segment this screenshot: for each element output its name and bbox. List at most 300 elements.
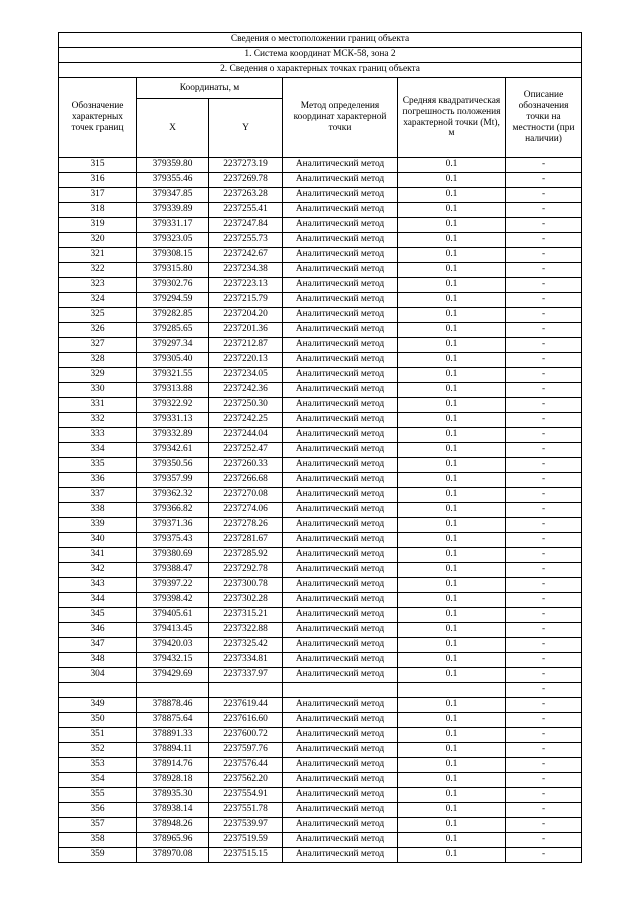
description-cell: - [506,683,582,698]
coord-y-cell: 2237263.28 [209,188,283,203]
coord-x-cell [137,683,209,698]
table-row [59,578,582,593]
error-cell: 0.1 [398,563,506,578]
method-cell: Аналитический метод [283,203,398,218]
description-cell: - [506,368,582,383]
coord-y-cell: 2237600.72 [209,728,283,743]
coord-x-cell: 379398.42 [137,593,209,608]
description-cell: - [506,848,582,863]
point-number-cell: 329 [59,368,137,383]
point-number-cell: 319 [59,218,137,233]
coord-x-cell: 379347.85 [137,188,209,203]
error-cell: 0.1 [398,818,506,833]
error-cell: 0.1 [398,383,506,398]
description-cell: - [506,668,582,683]
header-x: X [137,99,209,158]
table-row [59,158,582,173]
error-cell: 0.1 [398,713,506,728]
table-row [59,548,582,563]
coord-x-cell: 379355.46 [137,173,209,188]
point-number-cell: 357 [59,818,137,833]
coord-y-cell: 2237576.44 [209,758,283,773]
point-number-cell: 358 [59,833,137,848]
description-cell: - [506,218,582,233]
header-coordinates: Координаты, м [137,78,283,99]
point-number-cell: 318 [59,203,137,218]
method-cell: Аналитический метод [283,848,398,863]
error-cell: 0.1 [398,188,506,203]
method-cell: Аналитический метод [283,218,398,233]
method-cell: Аналитический метод [283,728,398,743]
point-number-cell [59,683,137,698]
error-cell: 0.1 [398,323,506,338]
error-cell: 0.1 [398,728,506,743]
coord-x-cell: 379331.17 [137,218,209,233]
point-number-cell: 331 [59,398,137,413]
point-number-cell: 338 [59,503,137,518]
table-row [59,833,582,848]
table-row [59,743,582,758]
point-number-cell: 356 [59,803,137,818]
coord-y-cell: 2237234.05 [209,368,283,383]
description-cell: - [506,263,582,278]
description-cell: - [506,818,582,833]
header-method: Метод определения координат характерной точки [283,78,398,158]
coord-y-cell: 2237266.68 [209,473,283,488]
coord-x-cell: 379294.59 [137,293,209,308]
method-cell [283,683,398,698]
point-number-cell: 344 [59,593,137,608]
method-cell: Аналитический метод [283,488,398,503]
method-cell: Аналитический метод [283,398,398,413]
coord-x-cell: 379285.65 [137,323,209,338]
coord-x-cell: 379413.45 [137,623,209,638]
point-number-cell: 317 [59,188,137,203]
coord-x-cell: 379331.13 [137,413,209,428]
table-row [59,203,582,218]
description-cell: - [506,728,582,743]
description-cell: - [506,533,582,548]
coord-y-cell: 2237325.42 [209,638,283,653]
table-row [59,773,582,788]
method-cell: Аналитический метод [283,608,398,623]
error-cell: 0.1 [398,473,506,488]
coord-y-cell: 2237285.92 [209,548,283,563]
error-cell: 0.1 [398,833,506,848]
method-cell: Аналитический метод [283,563,398,578]
table-row [59,788,582,803]
description-cell: - [506,233,582,248]
coord-y-cell: 2237322.88 [209,623,283,638]
coord-x-cell: 379405.61 [137,608,209,623]
coord-x-cell: 378891.33 [137,728,209,743]
coord-y-cell: 2237315.21 [209,608,283,623]
description-cell: - [506,833,582,848]
point-number-cell: 322 [59,263,137,278]
method-cell: Аналитический метод [283,353,398,368]
coord-x-cell: 379315.80 [137,263,209,278]
method-cell: Аналитический метод [283,323,398,338]
method-cell: Аналитический метод [283,743,398,758]
method-cell: Аналитический метод [283,413,398,428]
section-title: 2. Сведения о характерных точках границ объекта [59,63,582,78]
point-number-cell: 359 [59,848,137,863]
point-number-cell: 348 [59,653,137,668]
method-cell: Аналитический метод [283,758,398,773]
header-error: Средняя квадратическая погрешность положения характерной точки (Mt), м [398,78,506,158]
description-cell: - [506,548,582,563]
table-row [59,593,582,608]
coord-x-cell: 379350.56 [137,458,209,473]
coord-x-cell: 379339.89 [137,203,209,218]
table-row [59,248,582,263]
description-cell: - [506,443,582,458]
method-cell: Аналитический метод [283,233,398,248]
method-cell: Аналитический метод [283,443,398,458]
coord-x-cell: 379322.92 [137,398,209,413]
description-cell: - [506,653,582,668]
error-cell: 0.1 [398,158,506,173]
point-number-cell: 343 [59,578,137,593]
table-row [59,383,582,398]
description-cell: - [506,473,582,488]
error-cell: 0.1 [398,308,506,323]
coord-y-cell: 2237337.97 [209,668,283,683]
coord-y-cell: 2237519.59 [209,833,283,848]
method-cell: Аналитический метод [283,308,398,323]
table-row [59,323,582,338]
description-cell: - [506,458,582,473]
error-cell: 0.1 [398,233,506,248]
table-row [59,368,582,383]
method-cell: Аналитический метод [283,248,398,263]
point-number-cell: 337 [59,488,137,503]
method-cell: Аналитический метод [283,638,398,653]
error-cell: 0.1 [398,398,506,413]
coord-x-cell: 378914.76 [137,758,209,773]
coord-y-cell: 2237554.91 [209,788,283,803]
description-cell: - [506,608,582,623]
method-cell: Аналитический метод [283,503,398,518]
error-cell: 0.1 [398,173,506,188]
coord-y-cell: 2237247.84 [209,218,283,233]
coord-y-cell: 2237255.41 [209,203,283,218]
error-cell: 0.1 [398,698,506,713]
description-cell: - [506,593,582,608]
coord-x-cell: 379420.03 [137,638,209,653]
coord-y-cell: 2237302.28 [209,593,283,608]
description-cell: - [506,428,582,443]
point-number-cell: 323 [59,278,137,293]
coord-x-cell: 379321.55 [137,368,209,383]
error-cell: 0.1 [398,578,506,593]
coord-x-cell: 379397.22 [137,578,209,593]
coord-x-cell: 379332.89 [137,428,209,443]
table-row [59,758,582,773]
coord-x-cell: 379432.15 [137,653,209,668]
method-cell: Аналитический метод [283,788,398,803]
coord-x-cell: 378970.08 [137,848,209,863]
point-number-cell: 321 [59,248,137,263]
error-cell: 0.1 [398,848,506,863]
description-cell: - [506,203,582,218]
table-row [59,338,582,353]
coord-y-cell: 2237270.08 [209,488,283,503]
coord-y-cell: 2237223.13 [209,278,283,293]
method-cell: Аналитический метод [283,578,398,593]
point-number-cell: 353 [59,758,137,773]
coord-x-cell: 379305.40 [137,353,209,368]
table-row [59,353,582,368]
error-cell: 0.1 [398,353,506,368]
method-cell: Аналитический метод [283,293,398,308]
error-cell: 0.1 [398,338,506,353]
coord-y-cell: 2237242.67 [209,248,283,263]
error-cell: 0.1 [398,218,506,233]
coord-y-cell: 2237551.78 [209,803,283,818]
coord-x-cell: 379429.69 [137,668,209,683]
method-cell: Аналитический метод [283,803,398,818]
point-number-cell: 347 [59,638,137,653]
point-number-cell: 334 [59,443,137,458]
error-cell: 0.1 [398,263,506,278]
coord-y-cell: 2237616.60 [209,713,283,728]
coord-y-cell: 2237204.20 [209,308,283,323]
table-body [59,158,582,863]
error-cell: 0.1 [398,368,506,383]
method-cell: Аналитический метод [283,473,398,488]
coord-y-cell: 2237260.33 [209,458,283,473]
table-row [59,218,582,233]
coord-x-cell: 378878.46 [137,698,209,713]
coord-y-cell: 2237292.78 [209,563,283,578]
coord-x-cell: 379313.88 [137,383,209,398]
error-cell: 0.1 [398,503,506,518]
method-cell: Аналитический метод [283,518,398,533]
table-row [59,563,582,578]
table-row [59,668,582,683]
coord-y-cell: 2237273.19 [209,158,283,173]
coord-y-cell: 2237242.36 [209,383,283,398]
method-cell: Аналитический метод [283,338,398,353]
table-row [59,533,582,548]
description-cell: - [506,623,582,638]
description-cell: - [506,158,582,173]
description-cell: - [506,413,582,428]
point-number-cell: 349 [59,698,137,713]
method-cell: Аналитический метод [283,653,398,668]
point-number-cell: 325 [59,308,137,323]
point-number-cell: 340 [59,533,137,548]
error-cell: 0.1 [398,653,506,668]
table-row [59,713,582,728]
table-row [59,848,582,863]
coord-x-cell: 379362.32 [137,488,209,503]
description-cell: - [506,353,582,368]
error-cell: 0.1 [398,248,506,263]
point-number-cell: 336 [59,473,137,488]
coord-y-cell: 2237252.47 [209,443,283,458]
coord-y-cell: 2237201.36 [209,323,283,338]
description-cell: - [506,713,582,728]
point-number-cell: 335 [59,458,137,473]
coord-y-cell: 2237619.44 [209,698,283,713]
method-cell: Аналитический метод [283,818,398,833]
error-cell: 0.1 [398,278,506,293]
coord-y-cell: 2237250.30 [209,398,283,413]
description-cell: - [506,308,582,323]
table-row [59,413,582,428]
coord-x-cell: 378965.96 [137,833,209,848]
error-cell: 0.1 [398,548,506,563]
point-number-cell: 341 [59,548,137,563]
coord-y-cell: 2237597.76 [209,743,283,758]
description-cell: - [506,803,582,818]
coord-y-cell: 2237562.20 [209,773,283,788]
description-cell: - [506,338,582,353]
table-row [59,428,582,443]
coord-y-cell: 2237244.04 [209,428,283,443]
table-row [59,653,582,668]
point-number-cell: 350 [59,713,137,728]
method-cell: Аналитический метод [283,833,398,848]
coord-y-cell: 2237220.13 [209,353,283,368]
description-cell: - [506,293,582,308]
coord-x-cell: 379359.80 [137,158,209,173]
table-row [59,683,582,698]
method-cell: Аналитический метод [283,368,398,383]
point-number-cell: 354 [59,773,137,788]
method-cell: Аналитический метод [283,383,398,398]
coord-x-cell: 378928.18 [137,773,209,788]
coord-x-cell: 379388.47 [137,563,209,578]
boundary-points-table [58,32,582,863]
point-number-cell: 316 [59,173,137,188]
coord-x-cell: 379297.34 [137,338,209,353]
table-row [59,608,582,623]
table-row [59,188,582,203]
error-cell: 0.1 [398,443,506,458]
point-number-cell: 328 [59,353,137,368]
method-cell: Аналитический метод [283,158,398,173]
coord-x-cell: 379371.36 [137,518,209,533]
coord-x-cell: 378875.64 [137,713,209,728]
error-cell: 0.1 [398,758,506,773]
method-cell: Аналитический метод [283,188,398,203]
point-number-cell: 346 [59,623,137,638]
header-point: Обозначение характерных точек границ [59,78,137,158]
description-cell: - [506,578,582,593]
table-row [59,818,582,833]
description-cell: - [506,758,582,773]
table-row [59,488,582,503]
table-row [59,728,582,743]
table-row [59,278,582,293]
coord-y-cell: 2237234.38 [209,263,283,278]
description-cell: - [506,323,582,338]
point-number-cell: 330 [59,383,137,398]
table-row [59,263,582,278]
method-cell: Аналитический метод [283,773,398,788]
table-row [59,473,582,488]
point-number-cell: 333 [59,428,137,443]
coord-x-cell: 378935.30 [137,788,209,803]
method-cell: Аналитический метод [283,533,398,548]
coord-x-cell: 378948.26 [137,818,209,833]
method-cell: Аналитический метод [283,263,398,278]
coord-x-cell: 379380.69 [137,548,209,563]
coord-y-cell: 2237515.15 [209,848,283,863]
method-cell: Аналитический метод [283,173,398,188]
point-number-cell: 351 [59,728,137,743]
coord-x-cell: 379302.76 [137,278,209,293]
coord-y-cell [209,683,283,698]
error-cell: 0.1 [398,608,506,623]
method-cell: Аналитический метод [283,548,398,563]
error-cell: 0.1 [398,203,506,218]
error-cell [398,683,506,698]
header-y: Y [209,99,283,158]
coord-x-cell: 379375.43 [137,533,209,548]
method-cell: Аналитический метод [283,458,398,473]
description-cell: - [506,563,582,578]
header-description: Описание обозначения точки на местности (при наличии) [506,78,582,158]
point-number-cell: 324 [59,293,137,308]
table-row [59,308,582,323]
coord-y-cell: 2237281.67 [209,533,283,548]
point-number-cell: 339 [59,518,137,533]
method-cell: Аналитический метод [283,698,398,713]
point-number-cell: 304 [59,668,137,683]
table-row [59,173,582,188]
coord-x-cell: 378894.11 [137,743,209,758]
coord-x-cell: 379366.82 [137,503,209,518]
description-cell: - [506,383,582,398]
error-cell: 0.1 [398,428,506,443]
error-cell: 0.1 [398,593,506,608]
error-cell: 0.1 [398,788,506,803]
error-cell: 0.1 [398,488,506,503]
coord-x-cell: 379323.05 [137,233,209,248]
method-cell: Аналитический метод [283,623,398,638]
error-cell: 0.1 [398,638,506,653]
table-row [59,623,582,638]
point-number-cell: 327 [59,338,137,353]
error-cell: 0.1 [398,773,506,788]
point-number-cell: 315 [59,158,137,173]
table-row [59,638,582,653]
table-row [59,398,582,413]
error-cell: 0.1 [398,413,506,428]
table-row [59,458,582,473]
method-cell: Аналитический метод [283,713,398,728]
description-cell: - [506,518,582,533]
description-cell: - [506,278,582,293]
point-number-cell: 342 [59,563,137,578]
method-cell: Аналитический метод [283,428,398,443]
description-cell: - [506,488,582,503]
description-cell: - [506,398,582,413]
coord-y-cell: 2237334.81 [209,653,283,668]
description-cell: - [506,773,582,788]
method-cell: Аналитический метод [283,668,398,683]
error-cell: 0.1 [398,293,506,308]
error-cell: 0.1 [398,518,506,533]
error-cell: 0.1 [398,743,506,758]
point-number-cell: 345 [59,608,137,623]
table-row [59,503,582,518]
coord-y-cell: 2237278.26 [209,518,283,533]
